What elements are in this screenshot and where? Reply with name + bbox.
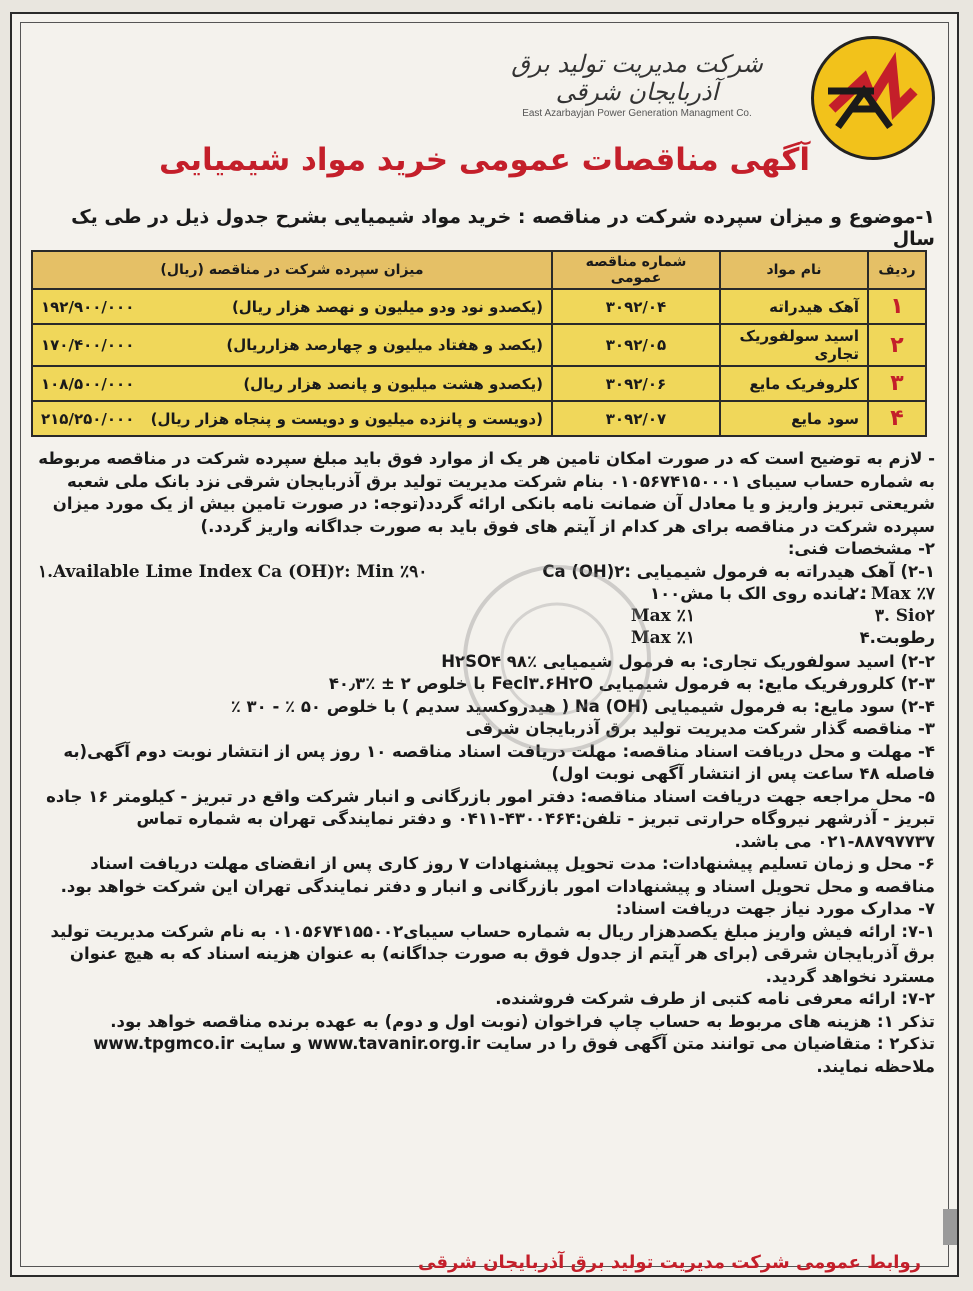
section-7-2: ۷-۲: ارائه معرفی نامه کتبی از طرف شرکت فروشنده. (495, 989, 935, 1008)
spec-2-1-text: ۲-۱) آهک هیدراته به فرمول شیمیایی (636, 561, 935, 581)
col-name: نام مواد (720, 251, 868, 289)
note-2: تذکر۲ : متقاضیان می توانند متن آگهی فوق را در سایت www.tavanir.org.ir و سایت www.tpgmco.ir ملاحظه نمایند. (93, 1034, 935, 1076)
row-number: ۲ (868, 324, 926, 366)
section-7: ۷- مدارک مورد نیاز جهت دریافت اسناد: (615, 899, 935, 918)
spec-2-2: ۲-۲) اسید سولفوریک تجاری: به فرمول شیمیایی H۲SO۴ ۹۸٪ (441, 651, 935, 671)
section-7-1: ۷-۱: ارائه فیش واریز مبلغ یکصدهزار ریال به شماره حساب سیبای۰۱۰۵۶۷۴۱۵۵۰۰۲ به نام شرکت مدیریت تولید برق آذربایجان شرقی (برای هر آیتم از جدول فوق به صورت جداگانه) به عنوان هزینه اسناد که به هیچ عنوان مسترد نخواهد گردید. (50, 921, 935, 986)
company-name-fa: شرکت مدیریت تولید برق آذربایجان شرقی (511, 50, 763, 106)
amount-text: (دویست و پانزده میلیون و دویست و پنجاه هزار ریال) (150, 409, 543, 428)
tender-number: ۳۰۹۲/۰۷ (552, 401, 720, 436)
row-number: ۴ (868, 401, 926, 436)
intro-line: ۱-موضوع و میزان سپرده شرکت در مناقصه : خرید مواد شیمیایی بشرح جدول ذیل در طی یک سال (71, 206, 935, 250)
section-4: ۴- مهلت و محل دریافت اسناد مناقصه: مهلت دریافت اسناد مناقصه ۱۰ روز پس از انتشار نوبت دوم آگهی(به فاصله ۴۸ ساعت پس از انتشار آگهی نوبت اول) (63, 741, 935, 783)
materials-table (31, 250, 927, 437)
amount-digits: ۱۰۸/۵۰۰/۰۰۰ (41, 374, 135, 393)
deposit-amount (32, 324, 552, 366)
public-relations-signature: روابط عمومی شرکت مدیریت تولید برق آذربایجان شرقی (418, 1252, 921, 1273)
tender-number: ۳۰۹۲/۰۵ (552, 324, 720, 366)
deposit-amount (32, 366, 552, 401)
spec-lime-index: ۱.Available Lime Index Ca (OH)۲: Min ٪۹۰ (38, 561, 428, 582)
note-1: تذکر ۱: هزینه های مربوط به حساب چاپ فراخوان (نوبت اول و دوم) به عهده برنده مناقصه خواهد بود. (110, 1011, 935, 1031)
table-row (32, 324, 926, 366)
col-row: ردیف (868, 251, 926, 289)
deposit-amount (32, 401, 552, 436)
amount-digits: ۱۷۰/۴۰۰/۰۰۰ (41, 336, 135, 354)
table-row (32, 289, 926, 324)
spec-sio2: ۳. Sio۲ (874, 605, 935, 626)
spec-mesh-text: : مانده روی الک با مش۱۰۰ (650, 583, 867, 603)
spec-moisture: رطوبت.۴ (859, 627, 935, 647)
table-header-row (32, 251, 926, 289)
page-edge-mark (943, 1209, 957, 1245)
col-code: شماره مناقصه عمومی (552, 251, 720, 289)
table-row (32, 401, 926, 436)
spec-sio2-max: Max ٪۱ (630, 605, 695, 626)
amount-digits: ۲۱۵/۲۵۰/۰۰۰ (41, 409, 135, 428)
header (12, 14, 957, 134)
tender-number: ۳۰۹۲/۰۴ (552, 289, 720, 324)
material-name: سود مایع (720, 401, 868, 436)
amount-text: (یکصد و هفتاد میلیون و چهارصد هزارریال) (226, 336, 543, 354)
section-5: ۵- محل مراجعه جهت دریافت اسناد مناقصه: دفتر امور بازرگانی و انبار شرکت واقع در تبریز - کیلومتر ۱۶ جاده تبریز - آذرشهر نیروگاه حرارتی تبریز - تلفن:۴۳۰۰۴۶۴-۰۴۱۱ و دفتر نمایندگی تهران به شماره تماس ۸۸۷۹۷۷۳۷-۰۲۱ می باشد. (46, 786, 935, 851)
material-name: کلروفریک مایع (720, 366, 868, 401)
spec-moisture-max: Max ٪۱ (630, 627, 695, 648)
section-6: ۶- محل و زمان تسلیم پیشنهادات: مدت تحویل پیشنهادات ۷ روز کاری پس از انقضای مهلت دریافت اسناد مناقصه و محل تحویل اسناد و پیشنهادات امور بازرگانی و انبار و دفتر نمایندگی تهران این شرکت خواهد بود. (60, 854, 935, 896)
company-name-en: East Azarbayjan Power Generation Managment Co. (522, 108, 752, 119)
spec-mesh-number: ۲. Max ٪۷ (849, 583, 935, 604)
section-3: ۳- مناقصه گذار شرکت مدیریت تولید برق آذربایجان شرقی (465, 719, 935, 738)
material-name: آهک هیدراته (720, 289, 868, 324)
row-number: ۱ (868, 289, 926, 324)
spec-2-3: ۲-۳) کلرورفریک مایع: به فرمول شیمیایی Fecl۳.۶H۲O با خلوص ۲ ± ٪۴۰٫۳ (328, 674, 935, 693)
amount-text: (یکصدو نود ودو میلیون و نهصد هزار ریال) (231, 297, 543, 316)
spec-2-1-formula: Ca (OH)۲: (542, 561, 631, 581)
advertisement-frame (10, 12, 959, 1277)
amount-digits: ۱۹۲/۹۰۰/۰۰۰ (41, 297, 135, 316)
company-name (477, 50, 797, 119)
table-row (32, 366, 926, 401)
body-text (38, 448, 935, 1078)
row-number: ۳ (868, 366, 926, 401)
col-amount: میزان سپرده شرکت در مناقصه (ریال) (32, 251, 552, 289)
power-logo-icon (814, 39, 932, 157)
amount-text: (یکصدو هشت میلیون و پانصد هزار ریال) (243, 374, 543, 393)
deposit-note: - لازم به توضیح است که در صورت امکان تامین هر یک از موارد فوق باید مبلغ سپرده شرکت در مناقصه مربوطه به شماره حساب سیبای ۰۱۰۵۶۷۴۱۵۰۰۰۱ بنام شرکت مدیریت تولید برق آذربایجان شرقی نزد بانک ملی شعبه شریعتی تبریز واریز و یا معادل آن ضمانت نامه بانکی ارائه گردد(توجه: در صورت تامین بیش از یک مورد میزان سپرده شرکت در مناقصه برای هر کدام از آیتم های فوق باید به صورت جداگانه واریز گردد.) (38, 449, 935, 536)
spec-2-4: ۲-۴) سود مایع: به فرمول شیمیایی Na (OH) ( هیدروکسید سدیم ) با خلوص ۵۰ ٪ - ۳۰ ٪ (230, 696, 935, 716)
section-2-heading: ۲- مشخصات فنی: (787, 539, 935, 558)
deposit-amount (32, 289, 552, 324)
tender-number: ۳۰۹۲/۰۶ (552, 366, 720, 401)
material-name: اسید سولفوریک تجاری (720, 324, 868, 366)
page-title: آگهی مناقصات عمومی خرید مواد شیمیایی (158, 142, 811, 178)
